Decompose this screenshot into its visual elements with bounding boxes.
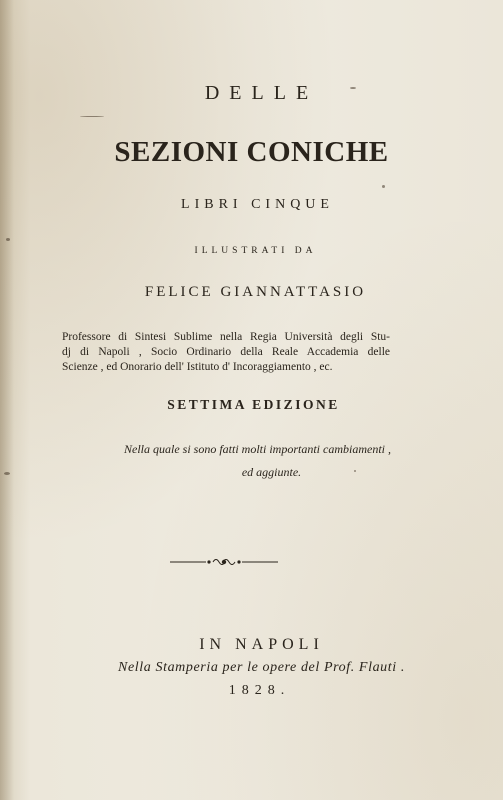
main-title: SEZIONI CONICHE bbox=[114, 136, 389, 168]
ornament-divider bbox=[170, 554, 278, 570]
credentials-line: dj di Napoli , Socio Ordinario della Reale Accademia delle bbox=[62, 346, 390, 358]
paper-speck bbox=[4, 472, 10, 475]
illustrated-by-line: ILLUSTRATI DA bbox=[194, 246, 317, 256]
paper-speck bbox=[6, 238, 10, 241]
subtitle: LIBRI CINQUE bbox=[181, 197, 334, 212]
publication-place: IN NAPOLI bbox=[199, 636, 324, 653]
printer-imprint: Nella Stamperia per le opere del Prof. Flauti . bbox=[118, 660, 405, 675]
author-credentials bbox=[62, 330, 390, 375]
edition-note-line: ed aggiunte. bbox=[241, 465, 302, 479]
edition-heading: SETTIMA EDIZIONE bbox=[167, 397, 340, 412]
edition-note-line: Nella quale si sono fatti molti importanti cambiamenti , bbox=[124, 442, 391, 456]
author-name: FELICE GIANNATTASIO bbox=[144, 284, 367, 300]
paper-speck bbox=[80, 116, 104, 117]
title-line-delle: DELLE bbox=[204, 82, 319, 104]
credentials-line: Scienze , ed Onorario dell' Istituto d' Incoraggiamento , ec. bbox=[62, 361, 333, 373]
paper-speck bbox=[382, 185, 385, 188]
credentials-line: Professore di Sintesi Sublime nella Regia Università degli Stu- bbox=[62, 331, 390, 343]
paper-speck bbox=[354, 470, 356, 472]
publication-year: 1828. bbox=[228, 683, 291, 698]
paper-speck bbox=[350, 87, 356, 89]
